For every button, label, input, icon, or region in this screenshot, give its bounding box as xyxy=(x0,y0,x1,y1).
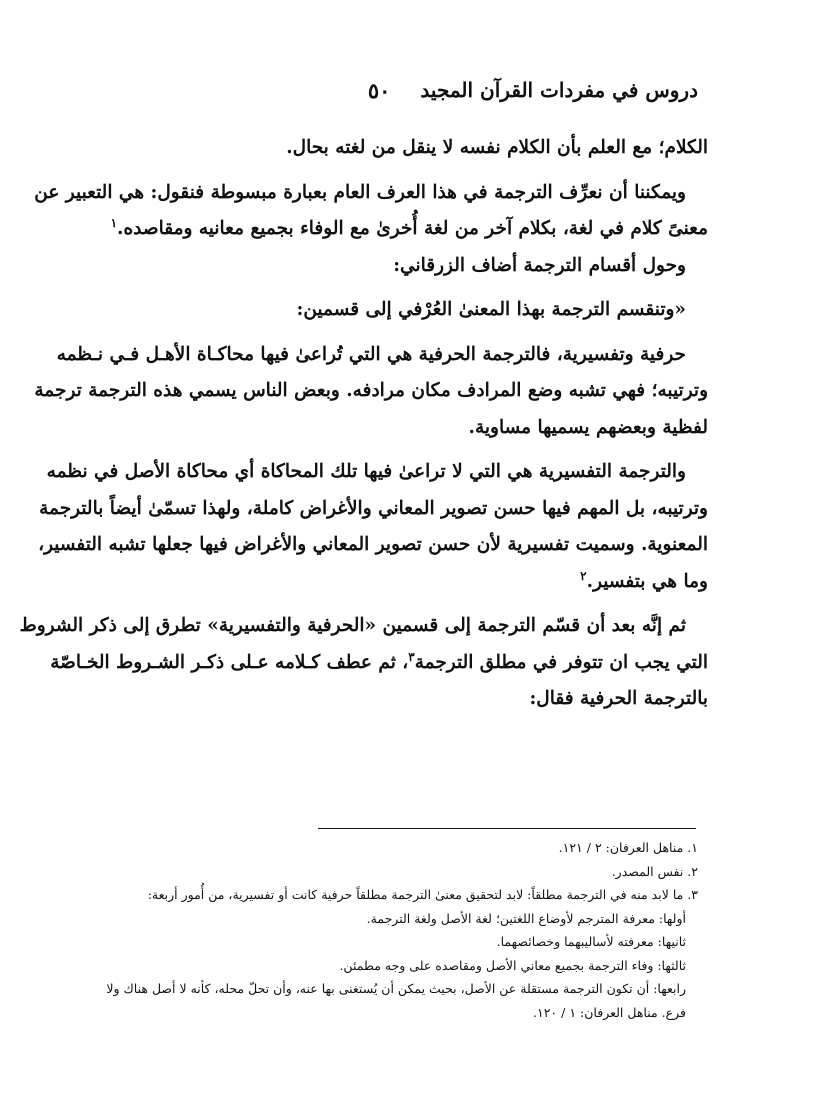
footnote-3: ٣. ما لابد منه في الترجمة مطلقاً: لابد لتحقيق معنىٰ الترجمة مطلقاً حرفية كانت أو تفسيرية، من أُمور أربعة: xyxy=(147,887,698,902)
footnote-ref-3: ٣ xyxy=(408,649,415,664)
text-line: وحول أقسام الترجمة أضاف الزرقاني: xyxy=(393,254,686,276)
text-line: «وتنقسم الترجمة بهذا المعنىٰ العُرْفي إلى قسمين: xyxy=(296,299,686,320)
text-line: وترتيبه، بل المهم فيها حسن تصوير المعاني والأغراض كاملة، ولهذا تسمّىٰ أيضاً بالترجمة xyxy=(39,497,708,519)
footnote-3-item-4-cont: فرع. مناهل العرفان: ١ / ١٢٠. xyxy=(533,1004,686,1020)
book-title: دروس في مفردات القرآن المجيد xyxy=(420,78,698,102)
footnote-3-item-1: أولها: معرفة المترجم لأوضاع اللغتين؛ لغة الأصل ولغة الترجمة. xyxy=(366,910,686,926)
footnote-3-item-3: ثالثها: وفاء الترجمة بجميع معاني الأصل ومقاصده على وجه مطمئن. xyxy=(339,957,686,973)
text-line: ثم إنَّه بعد أن قسّم الترجمة إلى قسمين «الحرفية والتفسيرية» تطرق إلى ذكر الشروط xyxy=(19,615,686,636)
footnote-separator xyxy=(318,828,696,829)
text-line xyxy=(50,645,708,682)
text-line xyxy=(108,564,708,601)
text-line: بالترجمة الحرفية فقال: xyxy=(529,688,708,709)
text-line: المعنوية. وسميت تفسيرية لأن حسن تصوير المعاني والأغراض فيها جعلها تشبه التفسير، xyxy=(38,534,708,555)
text-line: الكلام؛ مع العلم بأن الكلام نفسه لا ينقل من لغته بحال. xyxy=(286,137,708,158)
footnote-2: ٢. نفس المصدر. xyxy=(611,863,698,879)
text-line-content: وما هي بتفسير. xyxy=(586,570,708,592)
footnote-3-item-4: رابعها: أن تكون الترجمة مستقلة عن الأصل، بحيث يمكن أن يُستغنى بها عنه، وأن تحلّ محله، كأنه لا أصل هناك ولا xyxy=(106,981,686,996)
text-line: حرفية وتفسيرية، فالترجمة الحرفية هي التي تُراعىٰ فيها محاكـاة الأهـل فـي نـظمه xyxy=(56,343,686,365)
footnote-ref-2: ٢ xyxy=(580,568,587,583)
footnote-ref-1: ١ xyxy=(110,215,118,230)
text-line: والترجمة التفسيرية هي التي لا تراعىٰ فيها تلك المحاكاة أي محاكاة الأصل في نظمه xyxy=(46,461,686,482)
page-number: ٥٠ xyxy=(367,77,391,103)
footnote-3-item-2: ثانيها: معرفته لأساليبهما وخصائصهما. xyxy=(496,934,686,949)
text-line-content: ، ثم عطف كـلامه عـلى ذكـر الشـروط الخـاصّة xyxy=(50,651,409,673)
text-line: لفظية وبعضهم يسميها مساوية. xyxy=(468,416,708,438)
running-header xyxy=(98,72,698,108)
main-text xyxy=(19,130,708,718)
footnotes xyxy=(98,836,698,1024)
footnote-1: ١. مناهل العرفان: ٢ / ١٢١. xyxy=(558,840,698,855)
text-line xyxy=(108,211,708,248)
text-line-content: التي يجب ان تتوفر في مطلق الترجمة xyxy=(414,651,708,673)
text-line-content: معنىً كلام في لغة، بكلام آخر من لغة أُخرىٰ مع الوفاء بجميع معانيه ومقاصده. xyxy=(117,218,708,239)
text-line: وترتيبه؛ فهي تشبه وضع المرادف مكان مرادفه. وبعض الناس يسمي هذه الترجمة ترجمة xyxy=(34,380,708,401)
text-line: ويمكننا أن نعرِّف الترجمة في هذا العرف العام بعبارة مبسوطة فنقول: هي التعبير عن xyxy=(34,181,686,203)
